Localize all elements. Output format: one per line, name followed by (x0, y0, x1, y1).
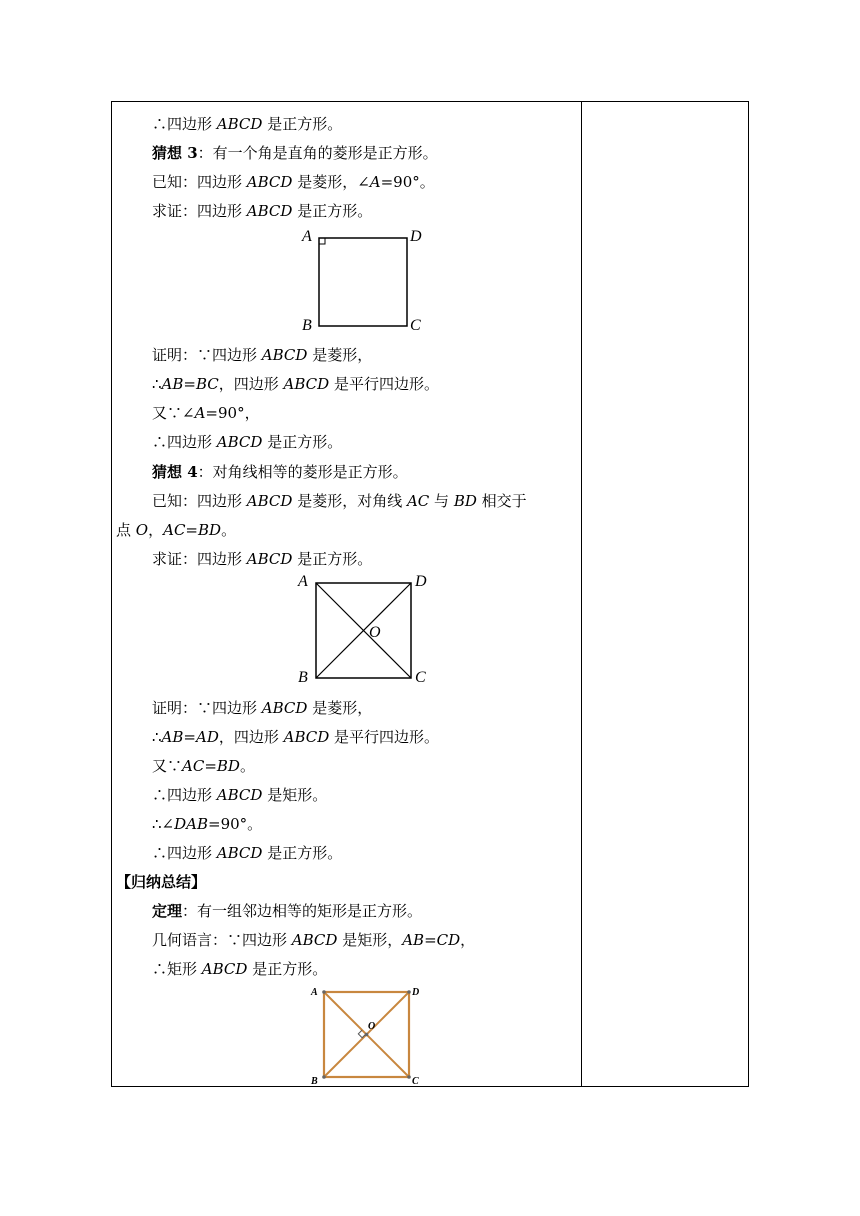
label-b: B (298, 669, 308, 686)
summary-heading: 【归纳总结】 (116, 873, 207, 891)
square-abcd (319, 238, 407, 326)
proof3-line-2: ∴AB=BC，四边形 ABCD 是平行四边形。 (152, 375, 439, 393)
prove-3: 求证：四边形 ABCD 是正方形。 (152, 202, 373, 220)
theorem: 定理：有一组邻边相等的矩形是正方形。 (152, 902, 423, 920)
known-4-line-2: 点 O，AC=BD。 (116, 521, 237, 539)
label-b: B (311, 1076, 318, 1086)
label-d: D (412, 987, 420, 998)
label-d: D (415, 573, 427, 590)
label-o: O (368, 1021, 376, 1032)
conclusion-line: ∴矩形 ABCD 是正方形。 (152, 960, 328, 978)
known-3: 已知：四边形 ABCD 是菱形，∠A=90°。 (152, 173, 435, 191)
column-divider (581, 102, 582, 1086)
label-a: A (311, 987, 318, 998)
proof4-line-3: 又∵AC=BD。 (152, 757, 255, 775)
label-a: A (302, 228, 312, 245)
proof3-line-4: ∴四边形 ABCD 是正方形。 (152, 433, 343, 451)
point-d (407, 990, 411, 994)
label-c: C (412, 1076, 419, 1086)
point-b (322, 1075, 326, 1079)
lesson-table (111, 101, 749, 1087)
line-conclusion-1: ∴四边形 ABCD 是正方形。 (152, 115, 343, 133)
right-angle-mark (319, 238, 325, 244)
square-figure-3 (308, 982, 428, 1086)
point-a (322, 990, 326, 994)
label-d: D (410, 228, 422, 245)
known-4-line-1: 已知：四边形 ABCD 是菱形，对角线 AC 与 BD 相交于 (152, 492, 527, 510)
prove-4: 求证：四边形 ABCD 是正方形。 (152, 550, 373, 568)
point-o (365, 1033, 369, 1037)
proof4-line-5: ∴∠DAB=90°。 (152, 815, 263, 833)
geometric-language: 几何语言：∵四边形 ABCD 是矩形，AB=CD， (152, 931, 476, 949)
proof4-line-6: ∴四边形 ABCD 是正方形。 (152, 844, 343, 862)
square-figure-1 (296, 222, 431, 337)
label-o: O (369, 624, 381, 641)
label-c: C (415, 669, 426, 686)
label-c: C (410, 317, 421, 334)
point-c (407, 1075, 411, 1079)
proof4-line-4: ∴四边形 ABCD 是矩形。 (152, 786, 328, 804)
proof3-line-1: 证明：∵四边形 ABCD 是菱形， (152, 346, 373, 364)
guess-3: 猜想 3：有一个角是直角的菱形是正方形。 (152, 144, 438, 162)
label-a: A (298, 573, 308, 590)
label-b: B (302, 317, 312, 334)
proof3-line-3: 又∵∠A=90°， (152, 404, 260, 422)
proof4-line-1: 证明：∵四边形 ABCD 是菱形， (152, 699, 373, 717)
guess-4: 猜想 4：对角线相等的菱形是正方形。 (152, 463, 408, 481)
square-figure-2 (294, 568, 439, 688)
proof4-line-2: ∴AB=AD，四边形 ABCD 是平行四边形。 (152, 728, 440, 746)
